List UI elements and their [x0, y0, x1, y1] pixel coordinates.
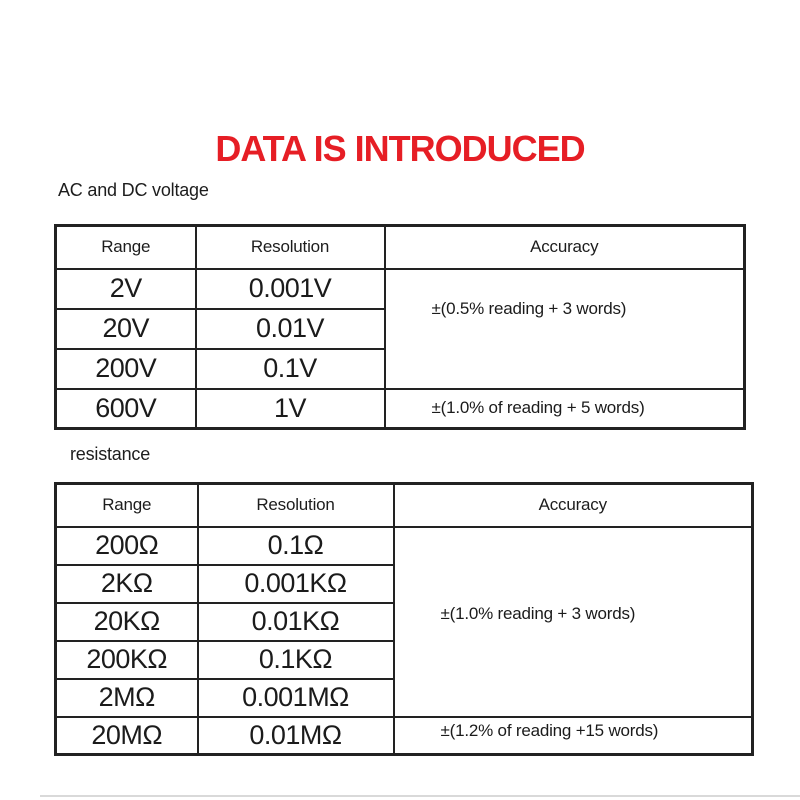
resolution-cell: 0.001KΩ	[198, 565, 394, 603]
resolution-cell: 0.01KΩ	[198, 603, 394, 641]
voltage-spec-table	[54, 224, 746, 430]
resolution-cell: 0.01V	[196, 309, 385, 349]
resolution-cell: 0.1V	[196, 349, 385, 389]
resistance-section-label: resistance	[70, 444, 151, 464]
table-row	[56, 389, 745, 429]
table-row	[56, 717, 753, 755]
table-row	[56, 527, 753, 565]
page-title: DATA IS INTRODUCED	[215, 128, 585, 169]
range-cell: 20V	[56, 309, 196, 349]
range-cell: 20KΩ	[56, 603, 198, 641]
range-cell: 200Ω	[56, 527, 198, 565]
voltage-header-row	[56, 226, 745, 269]
range-cell: 2V	[56, 269, 196, 309]
resistance-header-row	[56, 484, 753, 527]
resistance-header-accuracy: Accuracy	[394, 484, 753, 527]
bottom-divider-line	[40, 795, 800, 797]
resistance-spec-table	[54, 482, 754, 756]
resolution-cell: 1V	[196, 389, 385, 429]
resistance-accuracy-merged-cell: ±(1.0% reading + 3 words)	[394, 527, 753, 717]
resolution-cell: 0.001MΩ	[198, 679, 394, 717]
resistance-header-range: Range	[56, 484, 198, 527]
resistance-header-resolution: Resolution	[198, 484, 394, 527]
voltage-header-resolution: Resolution	[196, 226, 385, 269]
table-row	[56, 269, 745, 309]
resolution-cell: 0.01MΩ	[198, 717, 394, 755]
resolution-cell: 0.001V	[196, 269, 385, 309]
range-cell: 600V	[56, 389, 196, 429]
range-cell: 200V	[56, 349, 196, 389]
resolution-cell: 0.1Ω	[198, 527, 394, 565]
voltage-accuracy-row4-cell: ±(1.0% of reading + 5 words)	[385, 389, 745, 429]
range-cell: 200KΩ	[56, 641, 198, 679]
voltage-section-label: AC and DC voltage	[58, 180, 209, 200]
range-cell: 2KΩ	[56, 565, 198, 603]
voltage-accuracy-merged-cell: ±(0.5% reading + 3 words)	[385, 269, 745, 389]
resolution-cell: 0.1KΩ	[198, 641, 394, 679]
voltage-header-accuracy: Accuracy	[385, 226, 745, 269]
voltage-header-range: Range	[56, 226, 196, 269]
range-cell: 20MΩ	[56, 717, 198, 755]
range-cell: 2MΩ	[56, 679, 198, 717]
resistance-accuracy-row6-cell: ±(1.2% of reading +15 words)	[394, 717, 753, 755]
